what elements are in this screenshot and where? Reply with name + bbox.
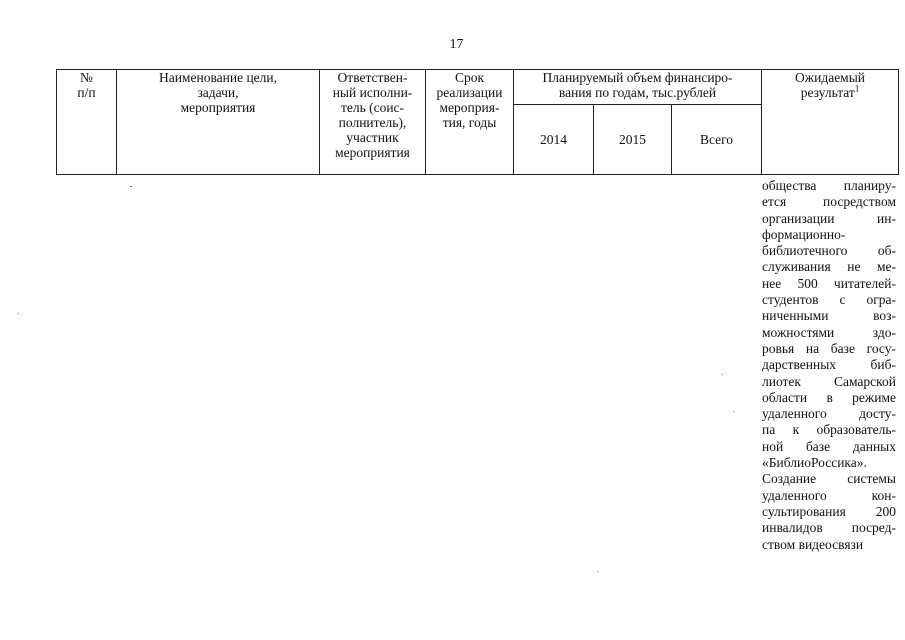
- result-text-line: ровья на базе госу-: [762, 340, 896, 356]
- header-financing-line: вания по годам, тыс.рублей: [558, 85, 717, 100]
- result-text-line: общества планиру-: [762, 178, 896, 193]
- header-col-result: [762, 70, 899, 175]
- result-text-line: формационно-: [762, 226, 846, 242]
- header-result-line-2: [764, 85, 896, 100]
- header-term-line: мероприя-: [439, 100, 500, 115]
- result-text-line: библиотечного об-: [762, 243, 896, 259]
- expected-result-text: [762, 178, 896, 553]
- header-col-term: [426, 70, 514, 175]
- result-text-line: удаленного кон-: [762, 487, 896, 503]
- header-col-name: [117, 70, 320, 175]
- scan-speck: [597, 571, 598, 572]
- header-responsible-line: Ответствен-: [337, 70, 408, 85]
- scan-speck: [18, 313, 19, 314]
- header-result-line: Ожидаемый: [795, 70, 866, 85]
- header-responsible-line: полнитель),: [338, 115, 407, 130]
- result-text-line: организации ин-: [762, 210, 896, 226]
- result-text-line: ниченными воз-: [762, 308, 896, 324]
- result-text-line: области в режиме: [762, 389, 896, 405]
- header-responsible-line: тель (соис-: [340, 100, 405, 115]
- result-text-line: ной базе данных: [762, 438, 896, 454]
- header-number-line: №: [80, 70, 93, 85]
- header-col-number: [57, 70, 117, 175]
- header-name-line: задачи,: [197, 85, 239, 100]
- result-text-line: инвалидов посред-: [762, 520, 896, 536]
- scan-speck: [733, 411, 734, 412]
- header-responsible-line: участник: [346, 130, 399, 145]
- header-year-2014: 2014: [514, 105, 594, 175]
- result-text-line: студентов с огра-: [762, 292, 896, 308]
- result-text-line: служивания не ме-: [762, 259, 896, 275]
- result-text-line: сультирования 200: [762, 503, 896, 519]
- result-text-line: удаленного досту-: [762, 406, 896, 422]
- header-name-line: Наименование цели,: [158, 70, 278, 85]
- result-text-line: Создание системы: [762, 471, 896, 487]
- header-name-line: мероприятия: [180, 100, 256, 115]
- result-text-line: нее 500 читателей-: [762, 275, 896, 291]
- header-financing-line: Планируемый объем финансиро-: [542, 70, 733, 85]
- header-col-financing: [514, 70, 762, 105]
- header-number-line: п/п: [77, 85, 96, 100]
- result-text-line: дарственных биб-: [762, 357, 896, 373]
- header-total: Всего: [672, 105, 762, 175]
- footnote-marker: 1: [854, 83, 860, 94]
- header-result-word: результат: [800, 85, 855, 100]
- result-text-line: «БиблиоРоссика».: [762, 455, 867, 471]
- scan-speck: [130, 186, 132, 187]
- header-term-line: тия, годы: [442, 115, 497, 130]
- result-text-line: можностями здо-: [762, 324, 896, 340]
- header-year-2015: 2015: [594, 105, 672, 175]
- result-text-line: па к образователь-: [762, 422, 896, 438]
- header-term-line: реализации: [436, 85, 503, 100]
- header-responsible-line: ный исполни-: [332, 85, 413, 100]
- result-text-line: ством видеосвязи: [762, 536, 864, 552]
- header-term-line: Срок: [454, 70, 485, 85]
- program-table-header: [56, 69, 899, 175]
- header-responsible-line: мероприятия: [335, 145, 410, 160]
- result-text-line: ется посредством: [762, 194, 896, 210]
- page-number: 17: [449, 37, 464, 52]
- header-col-responsible: [320, 70, 426, 175]
- result-text-line: лиотек Самарской: [762, 373, 896, 389]
- scan-speck: [722, 374, 723, 375]
